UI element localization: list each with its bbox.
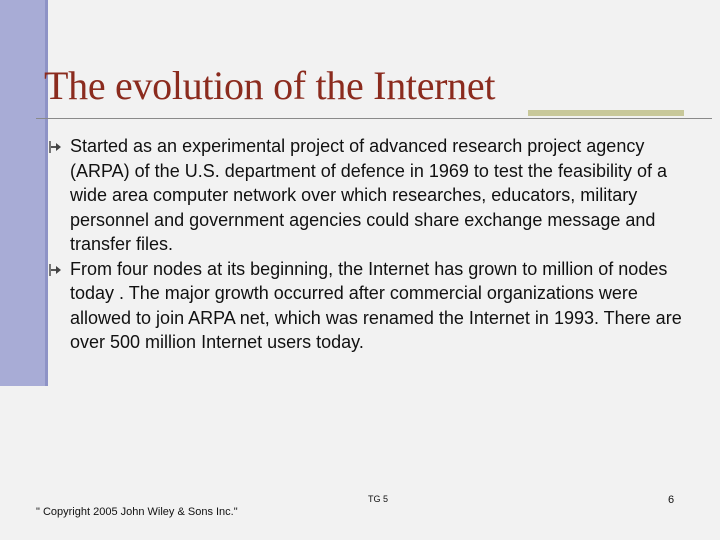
arrow-bullet-icon — [48, 139, 62, 155]
slide-title: The evolution of the Internet — [44, 63, 496, 108]
bullet-list — [48, 134, 688, 355]
slide-code: TG 5 — [368, 494, 389, 504]
title-accent-rule — [528, 110, 684, 116]
page-number: 6 — [668, 494, 675, 506]
copyright-text: " Copyright 2005 John Wiley & Sons Inc." — [36, 506, 238, 518]
bullet-text: From four nodes at its beginning, the Internet has grown to million of nodes today . The major growth occurred after commercial organizations were allowed to join ARPA net, which was renamed the Internet in 1993. There are over 500 million Internet users today. — [70, 258, 682, 352]
left-decorative-bar — [0, 0, 48, 386]
title-underline — [36, 118, 712, 119]
arrow-bullet-icon — [48, 262, 62, 278]
bullet-item — [48, 134, 688, 257]
bullet-text: Started as an experimental project of advanced research project agency (ARPA) of the U.S. department of defence in 1969 to test the feasibility of a wide area computer network over which researches, educators, military personnel and government agencies could share exchange message and transfer files. — [70, 136, 667, 254]
bullet-item — [48, 257, 688, 355]
